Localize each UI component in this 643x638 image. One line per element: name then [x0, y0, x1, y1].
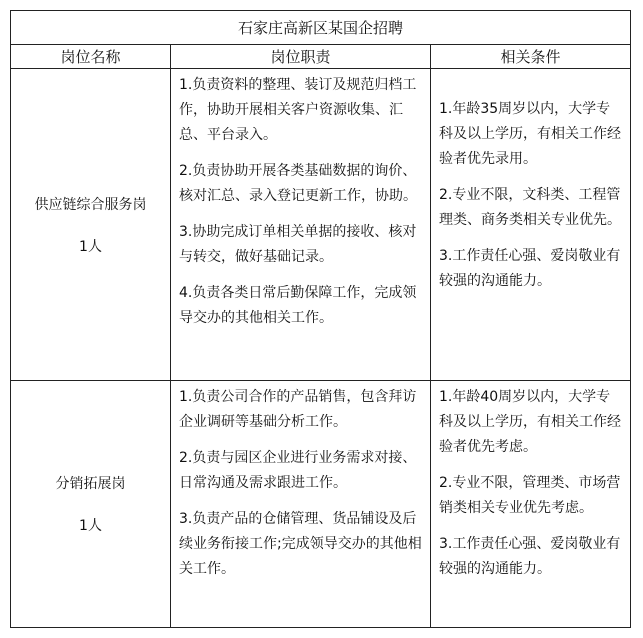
position-name: 分销拓展岗 — [55, 476, 126, 492]
position-count: 1人 — [79, 518, 102, 534]
position-cell — [11, 381, 171, 628]
conditions-cell — [431, 381, 631, 628]
duty-item: 2.负责与园区企业进行业务需求对接、日常沟通及需求跟进工作。 — [179, 450, 417, 491]
duties-cell — [171, 69, 431, 381]
position-name: 供应链综合服务岗 — [34, 196, 147, 213]
duty-item: 1.负责公司合作的产品销售，包含拜访企业调研等基础分析工作。 — [179, 389, 417, 430]
header-position: 岗位名称 — [11, 45, 171, 69]
title-row — [11, 11, 631, 45]
condition-item: 1.年龄35周岁以内，大学专科及以上学历，有相关工作经验者优先录用。 — [439, 101, 621, 167]
duty-item: 1.负责资料的整理、装订及规范归档工作，协助开展相关客户资源收集、汇总、平台录入。 — [179, 77, 417, 143]
condition-item: 1.年龄40周岁以内，大学专科及以上学历，有相关工作经验者优先考虑。 — [439, 389, 621, 455]
conditions-cell — [431, 69, 631, 381]
condition-item: 2.专业不限，文科类、工程管理类、商务类相关专业优先。 — [439, 187, 621, 228]
position-cell — [11, 69, 171, 381]
condition-item: 3.工作责任心强、爱岗敬业有较强的沟通能力。 — [439, 248, 621, 289]
recruitment-table — [10, 10, 631, 628]
header-duties: 岗位职责 — [171, 45, 431, 69]
duty-item: 2.负责协助开展各类基础数据的询价、核对汇总、录入登记更新工作，协助。 — [179, 163, 417, 204]
table-title: 石家庄高新区某国企招聘 — [11, 11, 631, 45]
condition-item: 2.专业不限，管理类、市场营销类相关专业优先考虑。 — [439, 475, 621, 516]
table-row — [11, 381, 631, 628]
duty-item: 3.负责产品的仓储管理、货品铺设及后续业务衔接工作;完成领导交办的其他相关工作。 — [179, 511, 422, 577]
header-row — [11, 45, 631, 69]
header-conditions: 相关条件 — [431, 45, 631, 69]
duties-cell — [171, 381, 431, 628]
duty-item: 4.负责各类日常后勤保障工作，完成领导交办的其他相关工作。 — [179, 285, 417, 326]
table-row — [11, 69, 631, 381]
duty-item: 3.协助完成订单相关单据的接收、核对与转交，做好基础记录。 — [179, 224, 417, 265]
condition-item: 3.工作责任心强、爱岗敬业有较强的沟通能力。 — [439, 536, 621, 577]
position-count: 1人 — [79, 238, 102, 255]
